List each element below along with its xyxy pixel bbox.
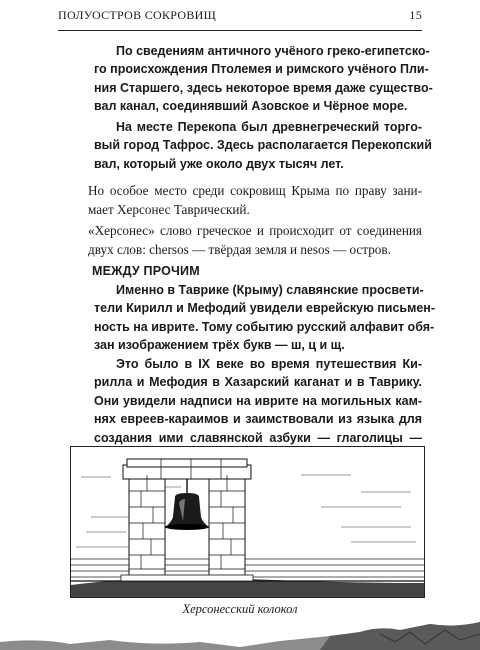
text-line: По сведениям античного учёного греко-египетско- [116, 44, 430, 58]
header-rule [58, 30, 422, 31]
paragraph-cyril-methodius [94, 281, 436, 355]
paragraph-etymology [88, 222, 422, 259]
text-line: создания ими славянской азбуки — глаголицы — [94, 430, 422, 445]
text-line: Именно в Таврике (Крыму) славянские просвети- [116, 283, 424, 297]
text-line: тели Кирилл и Мефодий увидели еврейскую письмен- [94, 301, 436, 316]
text-line: На месте Перекопа был древнегреческий торго- [116, 120, 422, 134]
bell-illustration [70, 446, 425, 598]
paragraph-ninth-century [94, 355, 422, 447]
text-line: вал канал, соединявший Азовское и Чёрное море. [94, 99, 408, 114]
text-line: Они увидели надписи на иврите на могильных кам- [94, 393, 422, 408]
text-line: нях евреев-караимов и заимствовали из языка для [94, 412, 422, 427]
paragraph-ptolemy [94, 42, 433, 116]
paragraph-tafros [94, 118, 432, 173]
text-line: Но особое место среди сокровищ Крыма по праву зани- [88, 183, 422, 198]
paragraph-chersonesus [88, 182, 422, 219]
figure-caption: Херсонесский колокол [182, 602, 298, 616]
running-title: ПОЛУОСТРОВ СОКРОВИЩ [58, 8, 217, 22]
running-header [58, 8, 422, 26]
aside-heading: МЕЖДУ ПРОЧИМ [92, 264, 200, 278]
text-line: вал, который уже около двух тысяч лет. [94, 156, 344, 171]
text-line: Это было в IX веке во время путешествия Ки- [116, 357, 422, 371]
text-line: го происхождения Птолемея и римского учёного Пли- [94, 62, 429, 77]
bell-drawing [71, 447, 424, 597]
text-line: двух слов: chersos — твёрдая земля и nesos — остров. [88, 241, 391, 257]
text-line: рилла и Мефодия в Хазарский каганат и в Таврику. [94, 375, 422, 390]
text-line: мает Херсонес Таврический. [88, 201, 250, 217]
text-line: вый город Тафрос. Здесь располагается Перекопский [94, 138, 432, 153]
page-number: 15 [409, 8, 422, 22]
bell-icon [165, 479, 209, 530]
text-line: «Херсонес» слово греческое и происходит от соединения [88, 223, 422, 238]
text-line: ния Старшего, здесь некоторое время даже существо- [94, 80, 433, 95]
aside-heading-block [92, 264, 422, 278]
text-line: ность на иврите. Тому событию русский алфавит обя- [94, 319, 435, 334]
text-line: зан изображением трёх букв — ш, ц и щ. [94, 338, 345, 353]
decorative-rocks [0, 620, 480, 650]
